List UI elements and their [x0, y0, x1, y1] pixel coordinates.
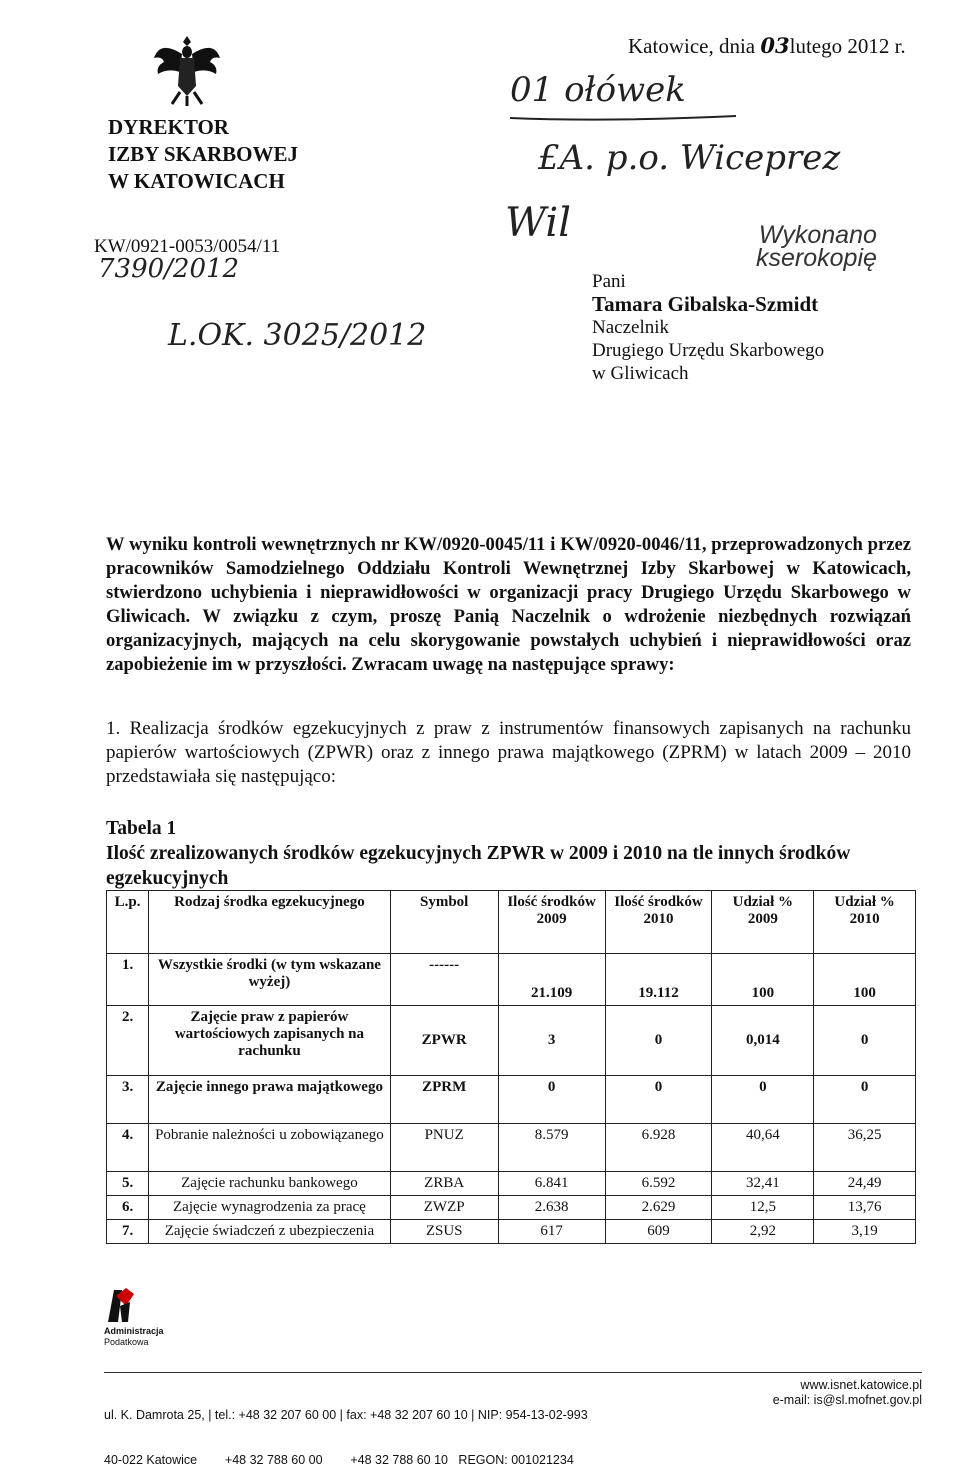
table-header-row — [107, 891, 916, 954]
sender-line: IZBY SKARBOWEJ — [108, 142, 299, 166]
cell-u2010: 36,25 — [814, 1124, 916, 1172]
cell-u2009: 40,64 — [712, 1124, 814, 1172]
logo-caption-line: Podatkowa — [104, 1337, 149, 1347]
cell-lp: 5. — [107, 1172, 149, 1196]
recipient-salutation: Pani — [592, 271, 626, 292]
cell-u2009: 100 — [712, 954, 814, 1006]
recipient-role: Naczelnik — [592, 317, 670, 338]
table-row — [107, 1006, 916, 1076]
table-title-caption: Ilość zrealizowanych środków egzekucyjnych ZPWR w 2009 i 2010 na tle innych środków egzekucyjnych — [106, 843, 851, 889]
cell-n2009: 617 — [498, 1220, 605, 1244]
stamp-line: kserokopię — [756, 244, 877, 272]
recipient-name: Tamara Gibalska-Szmidt — [592, 292, 819, 316]
cell-n2010: 19.112 — [605, 954, 712, 1006]
cell-rodzaj: Zajęcie praw z papierów wartościowych zapisanych na rachunku — [149, 1006, 391, 1076]
cell-rodzaj: Zajęcie wynagrodzenia za pracę — [149, 1196, 391, 1220]
logo-caption — [104, 1326, 164, 1348]
cell-n2009: 8.579 — [498, 1124, 605, 1172]
cell-symbol: ZRBA — [390, 1172, 498, 1196]
footer-divider — [104, 1372, 922, 1373]
header-lp: L.p. — [107, 891, 149, 954]
cell-symbol: ZPRM — [390, 1076, 498, 1124]
cell-n2010: 2.629 — [605, 1196, 712, 1220]
table-row — [107, 954, 916, 1006]
cell-n2010: 6.592 — [605, 1172, 712, 1196]
cell-n2009: 0 — [498, 1076, 605, 1124]
stamp-line: Wykonano — [758, 221, 877, 249]
cell-u2010: 3,19 — [814, 1220, 916, 1244]
enforcement-measures-table — [106, 890, 916, 1244]
cell-lp: 7. — [107, 1220, 149, 1244]
cell-u2010: 0 — [814, 1076, 916, 1124]
cell-u2009: 0,014 — [712, 1006, 814, 1076]
cell-lp: 6. — [107, 1196, 149, 1220]
cell-symbol: ------ — [390, 954, 498, 1006]
cell-u2009: 0 — [712, 1076, 814, 1124]
point-1-paragraph: 1. Realizacja środków egzekucyjnych z praw z instrumentów finansowych zapisanych na rachunku papierów wartościowych (ZPWR) oraz z innego prawa majątkowego (ZPRM) w latach 2009 – 2010 przedstawiała się następująco: — [106, 718, 911, 787]
table-row — [107, 1124, 916, 1172]
table-title — [106, 816, 916, 891]
recipient-office: Drugiego Urzędu Skarbowego — [592, 340, 825, 361]
cell-n2010: 6.928 — [605, 1124, 712, 1172]
recipient-city: w Gliwicach — [592, 363, 689, 384]
cell-lp: 3. — [107, 1076, 149, 1124]
cell-u2009: 12,5 — [712, 1196, 814, 1220]
footer-contact — [104, 1378, 588, 1483]
cell-lp: 1. — [107, 954, 149, 1006]
logo-caption-line: Administracja — [104, 1326, 164, 1336]
footer-contact-line: 40-022 Katowice +48 32 788 60 00 +48 32 788 60 10 REGON: 001021234 — [104, 1453, 574, 1467]
cell-n2009: 2.638 — [498, 1196, 605, 1220]
footer-web — [700, 1378, 922, 1408]
date-prefix: Katowice, dnia — [628, 34, 761, 58]
cell-n2009: 6.841 — [498, 1172, 605, 1196]
cell-lp: 2. — [107, 1006, 149, 1076]
cell-symbol: ZSUS — [390, 1220, 498, 1244]
cell-lp: 4. — [107, 1124, 149, 1172]
copy-stamp — [756, 221, 877, 272]
table-row — [107, 1196, 916, 1220]
handwritten-note-2: £A. p.o. Wiceprez — [538, 138, 841, 178]
cell-u2010: 13,76 — [814, 1196, 916, 1220]
footer-website-link[interactable]: www.isnet.katowice.pl — [800, 1378, 922, 1392]
cell-rodzaj: Pobranie należności u zobowiązanego — [149, 1124, 391, 1172]
cell-n2010: 0 — [605, 1006, 712, 1076]
header-u2009: Udział % 2009 — [712, 891, 814, 954]
handwritten-signature: Wil — [505, 200, 571, 246]
document-date — [628, 33, 906, 59]
cell-symbol: ZPWR — [390, 1006, 498, 1076]
table-row — [107, 1172, 916, 1196]
cell-u2010: 24,49 — [814, 1172, 916, 1196]
table-title-label: Tabela 1 — [106, 818, 177, 839]
cell-rodzaj: Zajęcie świadczeń z ubezpieczenia — [149, 1220, 391, 1244]
footer-email-link[interactable]: e-mail: is@sl.mofnet.gov.pl — [772, 1393, 922, 1407]
handwritten-underline — [508, 112, 738, 122]
header-u2010: Udział % 2010 — [814, 891, 916, 954]
cell-u2010: 100 — [814, 954, 916, 1006]
header-n2010: Ilość środków 2010 — [605, 891, 712, 954]
cell-u2009: 2,92 — [712, 1220, 814, 1244]
table-row — [107, 1076, 916, 1124]
handwritten-note-1: 01 ołówek — [510, 70, 686, 110]
polish-eagle-emblem-icon — [150, 30, 224, 108]
cell-n2009: 3 — [498, 1006, 605, 1076]
header-rodzaj: Rodzaj środka egzekucyjnego — [149, 891, 391, 954]
date-handwritten-day: 03 — [760, 33, 790, 58]
handwritten-note-4: 7390/2012 — [98, 254, 240, 284]
table-row — [107, 1220, 916, 1244]
header-symbol: Symbol — [390, 891, 498, 954]
cell-rodzaj: Zajęcie innego prawa majątkowego — [149, 1076, 391, 1124]
case-number: KW/0921-0053/0054/11 — [94, 236, 281, 257]
cell-symbol: ZWZP — [390, 1196, 498, 1220]
cell-n2010: 0 — [605, 1076, 712, 1124]
handwritten-note-5: L.OK. 3025/2012 — [168, 318, 427, 353]
cell-u2010: 0 — [814, 1006, 916, 1076]
cell-u2009: 32,41 — [712, 1172, 814, 1196]
recipient-block — [592, 270, 824, 385]
sender-line: W KATOWICACH — [108, 169, 285, 193]
cell-rodzaj: Zajęcie rachunku bankowego — [149, 1172, 391, 1196]
cell-n2009: 21.109 — [498, 954, 605, 1006]
cell-symbol: PNUZ — [390, 1124, 498, 1172]
intro-paragraph: W wyniku kontroli wewnętrznych nr KW/0920-0045/11 i KW/0920-0046/11, przeprowadzonych przez pracowników Samodzielnego Oddziału Kontroli Wewnętrznej Izby Skarbowej w Katowicach, stwierdzono uchybienia i nieprawidłowości w organizacji pracy Drugiego Urzędu Skarbowego w Gliwicach. W związku z czym, proszę Panią Naczelnik o wdrożenie niezbędnych rozwiązań organizacyjnych, mających na celu skorygowanie powstałych uchybień i nieprawidłowości oraz zapobieżenie im w przyszłości. Zwracam uwagę na następujące sprawy: — [106, 534, 911, 675]
cell-n2010: 609 — [605, 1220, 712, 1244]
header-n2009: Ilość środków 2009 — [498, 891, 605, 954]
cell-rodzaj: Wszystkie środki (w tym wskazane wyżej) — [149, 954, 391, 1006]
footer-contact-line: ul. K. Damrota 25, | tel.: +48 32 207 60 00 | fax: +48 32 207 60 10 | NIP: 954-13-02-993 — [104, 1408, 588, 1422]
sender-line: DYREKTOR — [108, 115, 229, 139]
date-suffix: lutego 2012 r. — [789, 34, 906, 58]
sender-block — [108, 114, 298, 195]
